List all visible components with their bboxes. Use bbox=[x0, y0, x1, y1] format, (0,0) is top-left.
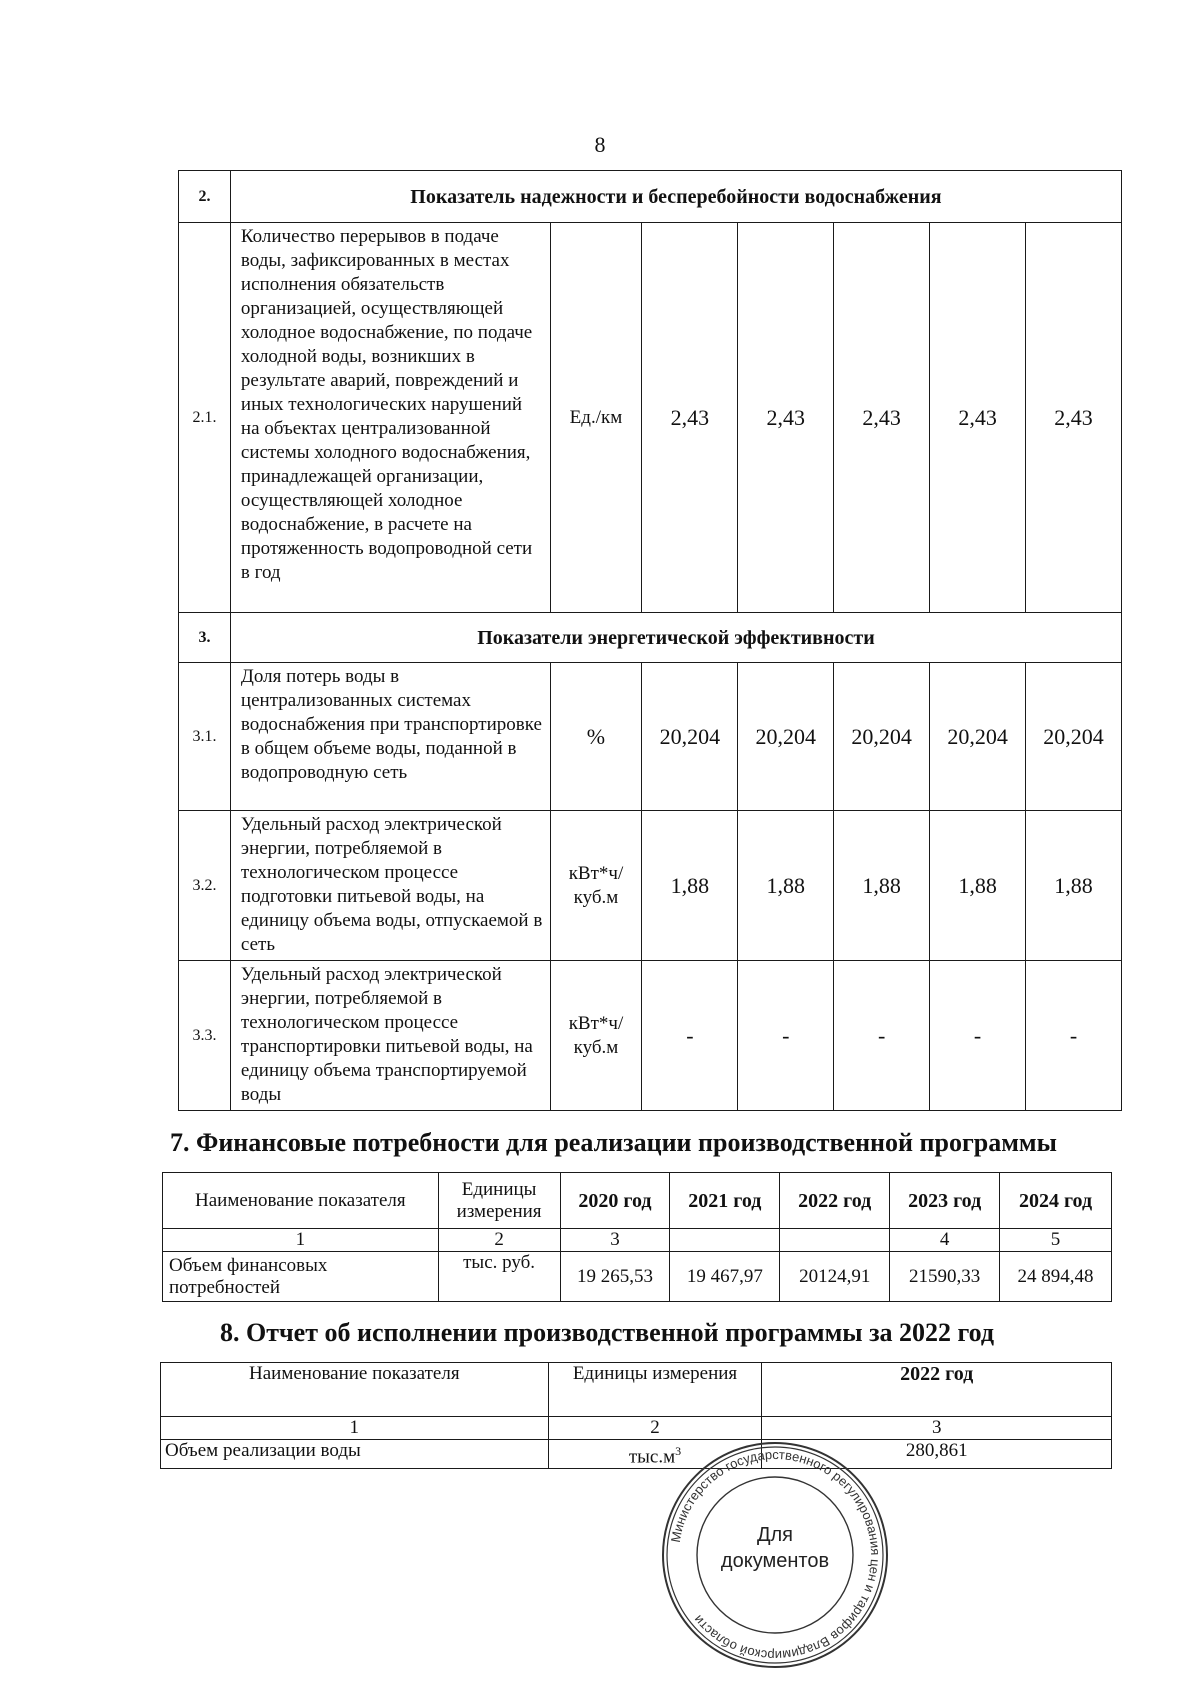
index-cell: 4 bbox=[890, 1229, 1000, 1252]
table-row bbox=[179, 223, 1122, 613]
unit-text: тыс.м bbox=[628, 1446, 676, 1468]
row-value: - bbox=[642, 961, 738, 1111]
col-header-unit: Единицы измерения bbox=[438, 1173, 560, 1229]
index-cell bbox=[670, 1229, 780, 1252]
row-value: 19 467,97 bbox=[670, 1252, 780, 1302]
row-description: Удельный расход электрической энергии, потребляемой в технологическом процессе подготовки питьевой воды, на единицу объема воды, отпускаемой в сеть bbox=[230, 811, 550, 961]
financial-needs-table bbox=[162, 1172, 1112, 1302]
index-cell: 2 bbox=[438, 1229, 560, 1252]
row-number: 2.1. bbox=[179, 223, 231, 613]
col-header-year: 2024 год bbox=[1000, 1173, 1112, 1229]
col-header-year: 2022 год bbox=[780, 1173, 890, 1229]
unit-superscript: 3 bbox=[675, 1444, 682, 1458]
row-value: 2,43 bbox=[738, 223, 834, 613]
row-unit: тыс. руб. bbox=[438, 1252, 560, 1302]
section-row bbox=[179, 613, 1122, 663]
section-8-heading: 8. Отчет об исполнении производственной программы за 2022 год bbox=[220, 1318, 995, 1347]
row-value: 280,861 bbox=[762, 1440, 1112, 1469]
col-header-year: 2023 год bbox=[890, 1173, 1000, 1229]
row-value: 2,43 bbox=[930, 223, 1026, 613]
row-value: - bbox=[738, 961, 834, 1111]
row-number: 3.1. bbox=[179, 663, 231, 811]
section-title: Показатели энергетической эффективности bbox=[230, 613, 1121, 663]
row-name: Объем финансовых потребностей bbox=[163, 1252, 439, 1302]
report-table bbox=[160, 1362, 1112, 1469]
index-cell bbox=[780, 1229, 890, 1252]
table-row bbox=[179, 961, 1122, 1111]
row-value: - bbox=[834, 961, 930, 1111]
row-value: 21590,33 bbox=[890, 1252, 1000, 1302]
row-unit: Ед./км bbox=[550, 223, 642, 613]
row-description: Удельный расход электрической энергии, потребляемой в технологическом процессе транспортировки питьевой воды, на единицу объема транспортируемой воды bbox=[230, 961, 550, 1111]
stamp-inner-text bbox=[660, 1522, 890, 1574]
row-value: 20,204 bbox=[834, 663, 930, 811]
col-header-name: Наименование показателя bbox=[163, 1173, 439, 1229]
stamp-inner-line: документов bbox=[720, 1550, 830, 1572]
row-value: 2,43 bbox=[1026, 223, 1122, 613]
section-7-heading: 7. Финансовые потребности для реализации производственной программы bbox=[170, 1128, 1057, 1157]
row-value: - bbox=[1026, 961, 1122, 1111]
row-value: 19 265,53 bbox=[560, 1252, 670, 1302]
col-header-name: Наименование показателя bbox=[161, 1363, 549, 1417]
stamp-ring-text: Министерство государственного регулирования цен и тарифов Владимирской области bbox=[667, 1446, 884, 1664]
stamp-inner-line: Для bbox=[756, 1524, 794, 1546]
row-description: Доля потерь воды в централизованных системах водоснабжения при транспортировке в общем объеме воды, поданной в водопроводную сеть bbox=[230, 663, 550, 811]
indicators-table bbox=[178, 170, 1122, 1111]
row-unit: кВт*ч/ куб.м bbox=[550, 961, 642, 1111]
row-value: 1,88 bbox=[738, 811, 834, 961]
row-value: - bbox=[930, 961, 1026, 1111]
col-header-year: 2022 год bbox=[762, 1363, 1112, 1417]
row-value: 1,88 bbox=[642, 811, 738, 961]
index-cell: 3 bbox=[560, 1229, 670, 1252]
row-value: 1,88 bbox=[834, 811, 930, 961]
row-value: 24 894,48 bbox=[1000, 1252, 1112, 1302]
index-row bbox=[163, 1229, 1112, 1252]
row-value: 1,88 bbox=[1026, 811, 1122, 961]
row-value: 2,43 bbox=[834, 223, 930, 613]
row-value: 20124,91 bbox=[780, 1252, 890, 1302]
table-row bbox=[179, 663, 1122, 811]
index-row bbox=[161, 1417, 1112, 1440]
row-unit: кВт*ч/ куб.м bbox=[550, 811, 642, 961]
table-header-row bbox=[161, 1363, 1112, 1417]
col-header-year: 2021 год bbox=[670, 1173, 780, 1229]
row-value: 20,204 bbox=[642, 663, 738, 811]
row-value: 20,204 bbox=[1026, 663, 1122, 811]
index-cell: 5 bbox=[1000, 1229, 1112, 1252]
row-description: Количество перерывов в подаче воды, зафиксированных в местах исполнения обязательств организацией, осуществляющей холодное водоснабжение, по подаче холодной воды, возникших в результате аварий, повреждений и иных технологических нарушений на объектах централизованной системы холодного водоснабжения, принадлежащей организации, осуществляющей холодное водоснабжение, в расчете на протяженность водопроводной сети в год bbox=[230, 223, 550, 613]
index-cell: 3 bbox=[762, 1417, 1112, 1440]
table-row bbox=[161, 1440, 1112, 1469]
page-number: 8 bbox=[594, 132, 606, 157]
row-name: Объем реализации воды bbox=[161, 1440, 549, 1469]
index-cell: 2 bbox=[548, 1417, 762, 1440]
table-row bbox=[163, 1252, 1112, 1302]
index-cell: 1 bbox=[161, 1417, 549, 1440]
col-header-unit: Единицы измерения bbox=[548, 1363, 762, 1417]
row-value: 1,88 bbox=[930, 811, 1026, 961]
section-row bbox=[179, 171, 1122, 223]
table-row bbox=[179, 811, 1122, 961]
section-number: 2. bbox=[179, 171, 231, 223]
section-number: 3. bbox=[179, 613, 231, 663]
official-stamp bbox=[660, 1440, 890, 1670]
row-number: 3.3. bbox=[179, 961, 231, 1111]
row-value: 20,204 bbox=[930, 663, 1026, 811]
index-cell: 1 bbox=[163, 1229, 439, 1252]
row-unit: % bbox=[550, 663, 642, 811]
table-header-row bbox=[163, 1173, 1112, 1229]
row-value: 2,43 bbox=[642, 223, 738, 613]
section-title: Показатель надежности и бесперебойности водоснабжения bbox=[230, 171, 1121, 223]
row-number: 3.2. bbox=[179, 811, 231, 961]
row-value: 20,204 bbox=[738, 663, 834, 811]
col-header-year: 2020 год bbox=[560, 1173, 670, 1229]
